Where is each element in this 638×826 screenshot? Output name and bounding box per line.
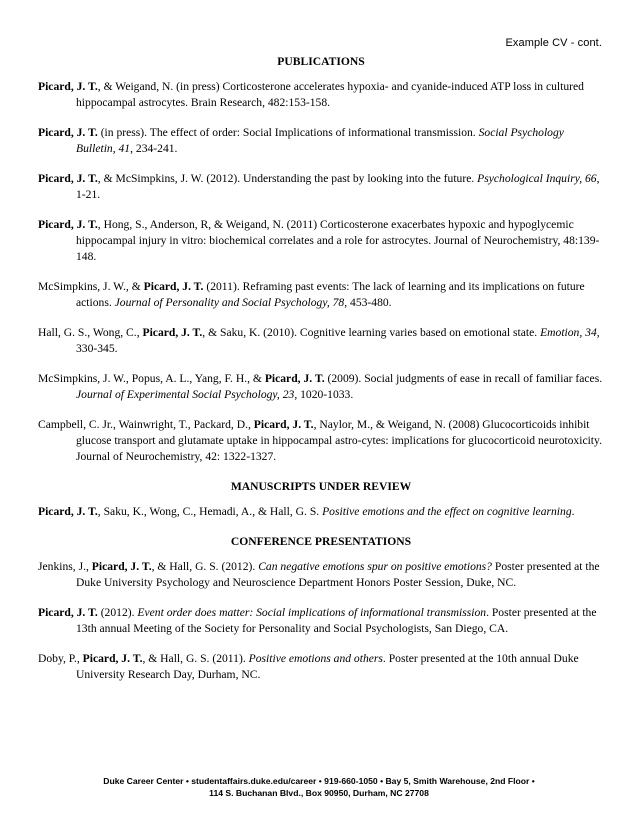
citation-text: . [571,505,575,518]
citation-entry [38,79,604,111]
citation-text: , Hong, S., Anderson, R, & Weigand, N. (2011) Corticosterone exacerbates hypoxic and hypoglycemic hippocampal injury in vitro: biochemical correlates and a role for astrocytes. Journal of Neurochemistry, 48:139-148. [76,218,600,263]
journal-title: Can negative emotions spur on positive emotions? [258,560,492,573]
citation-entry [38,371,604,403]
citation-entry [38,125,604,157]
citation-text: Campbell, C. Jr., Wainwright, T., Packard, D., [38,418,254,431]
author-highlight: Picard, J. T. [38,80,98,93]
citation-entry [38,559,604,591]
author-highlight: Picard, J. T. [38,218,98,231]
footer-line-1: Duke Career Center • studentaffairs.duke.edu/career • 919-660-1050 • Bay 5, Smith Warehouse, 2nd Floor • [103,776,535,786]
author-highlight: Picard, J. T. [253,418,314,431]
citation-text: , 1-21. [76,172,600,201]
citation-text: McSimpkins, J. W., & [38,280,144,293]
footer-line-2: 114 S. Buchanan Blvd., Box 90950, Durham, NC 27708 [209,788,429,798]
citation-entry [38,651,604,683]
citation-entry [38,605,604,637]
citation-text: Poster presented at the Duke University Psychology and Neuroscience Department Honors Poster Session, Duke, NC. [76,560,600,589]
citation-text: (2009). Social judgments of ease in recall of familiar faces. [324,372,603,385]
journal-title: Emotion, 34 [540,326,597,339]
citation-entry [38,279,604,311]
author-highlight: Picard, J. T. [38,505,98,518]
citation-text: McSimpkins, J. W., Popus, A. L., Yang, F. H., & [38,372,265,385]
citation-text: , 453-480. [344,296,392,309]
cv-section [38,534,604,683]
journal-title: Positive emotions and others [248,652,383,665]
citation-text: Doby, P., [38,652,83,665]
citation-text: , Naylor, M., & Weigand, N. (2008) Glucocorticoids inhibit glucose transport and glutamate uptake in hippocampal astro-cytes: implications for glucocorticoid neurotoxicity. Journal of Neurochemistry, 42: 1322-1327. [76,418,602,463]
citation-text: (2011). Reframing past events: The lack of learning and its implications on future actions. [76,280,585,309]
journal-title: Event order does matter: Social implications of informational transmission [137,606,487,619]
citation-text: (2012). [97,606,138,619]
author-highlight: Picard, J. T. [38,172,98,185]
page-header-note: Example CV - cont. [505,37,602,49]
journal-title: Social Psychology Bulletin, 41 [76,126,564,155]
citation-text: . Poster presented at the 13th annual Meeting of the Society for Personality and Social Psychologists, San Diego, CA. [76,606,597,635]
author-highlight: Picard, J. T. [264,372,325,385]
citation-text: , & Saku, K. (2010). Cognitive learning varies based on emotional state. [202,326,541,339]
section-title: CONFERENCE PRESENTATIONS [230,535,412,548]
citation-text: . Poster presented at the 10th annual Duke University Research Day, Durham, NC. [76,652,579,681]
citation-text: , & Hall, G. S. (2011). [142,652,249,665]
citation-entry [38,325,604,357]
author-highlight: Picard, J. T. [142,326,203,339]
citation-text: , & McSimpkins, J. W. (2012). Understanding the past by looking into the future. [97,172,478,185]
journal-title: Journal of Personality and Social Psychology, 78 [114,296,345,309]
journal-title: Journal of Experimental Social Psychology, 23 [76,388,295,401]
journal-title: Positive emotions and the effect on cognitive learning [322,505,572,518]
citation-text: , 330-345. [76,326,600,355]
citation-text: , 234-241. [130,142,178,155]
citation-entry [38,217,604,265]
page-footer [0,775,638,799]
author-highlight: Picard, J. T. [38,606,98,619]
citation-entry [38,504,604,520]
citation-text: (in press). The effect of order: Social Implications of informational transmission. [97,126,479,139]
author-highlight: Picard, J. T. [82,652,143,665]
citation-text: , & Hall, G. S. (2012). [151,560,259,573]
citation-text: , Saku, K., Wong, C., Hemadi, A., & Hall, G. S. [97,505,323,518]
citation-entry [38,171,604,203]
section-title: PUBLICATIONS [277,55,365,68]
citation-entry [38,417,604,465]
cv-content [38,54,604,697]
cv-section [38,54,604,465]
author-highlight: Picard, J. T. [143,280,204,293]
citation-text: , 1020-1033. [294,388,354,401]
journal-title: Psychological Inquiry, 66 [477,172,597,185]
citation-text: Hall, G. S., Wong, C., [38,326,143,339]
author-highlight: Picard, J. T. [38,126,98,139]
author-highlight: Picard, J. T. [91,560,152,573]
cv-section [38,479,604,520]
citation-text: Jenkins, J., [38,560,92,573]
citation-text: , & Weigand, N. (in press) Corticosterone accelerates hypoxia- and cyanide-induced ATP loss in cultured hippocampal astrocytes. Brain Research, 482:153-158. [76,80,584,109]
section-title: MANUSCRIPTS UNDER REVIEW [230,480,412,493]
